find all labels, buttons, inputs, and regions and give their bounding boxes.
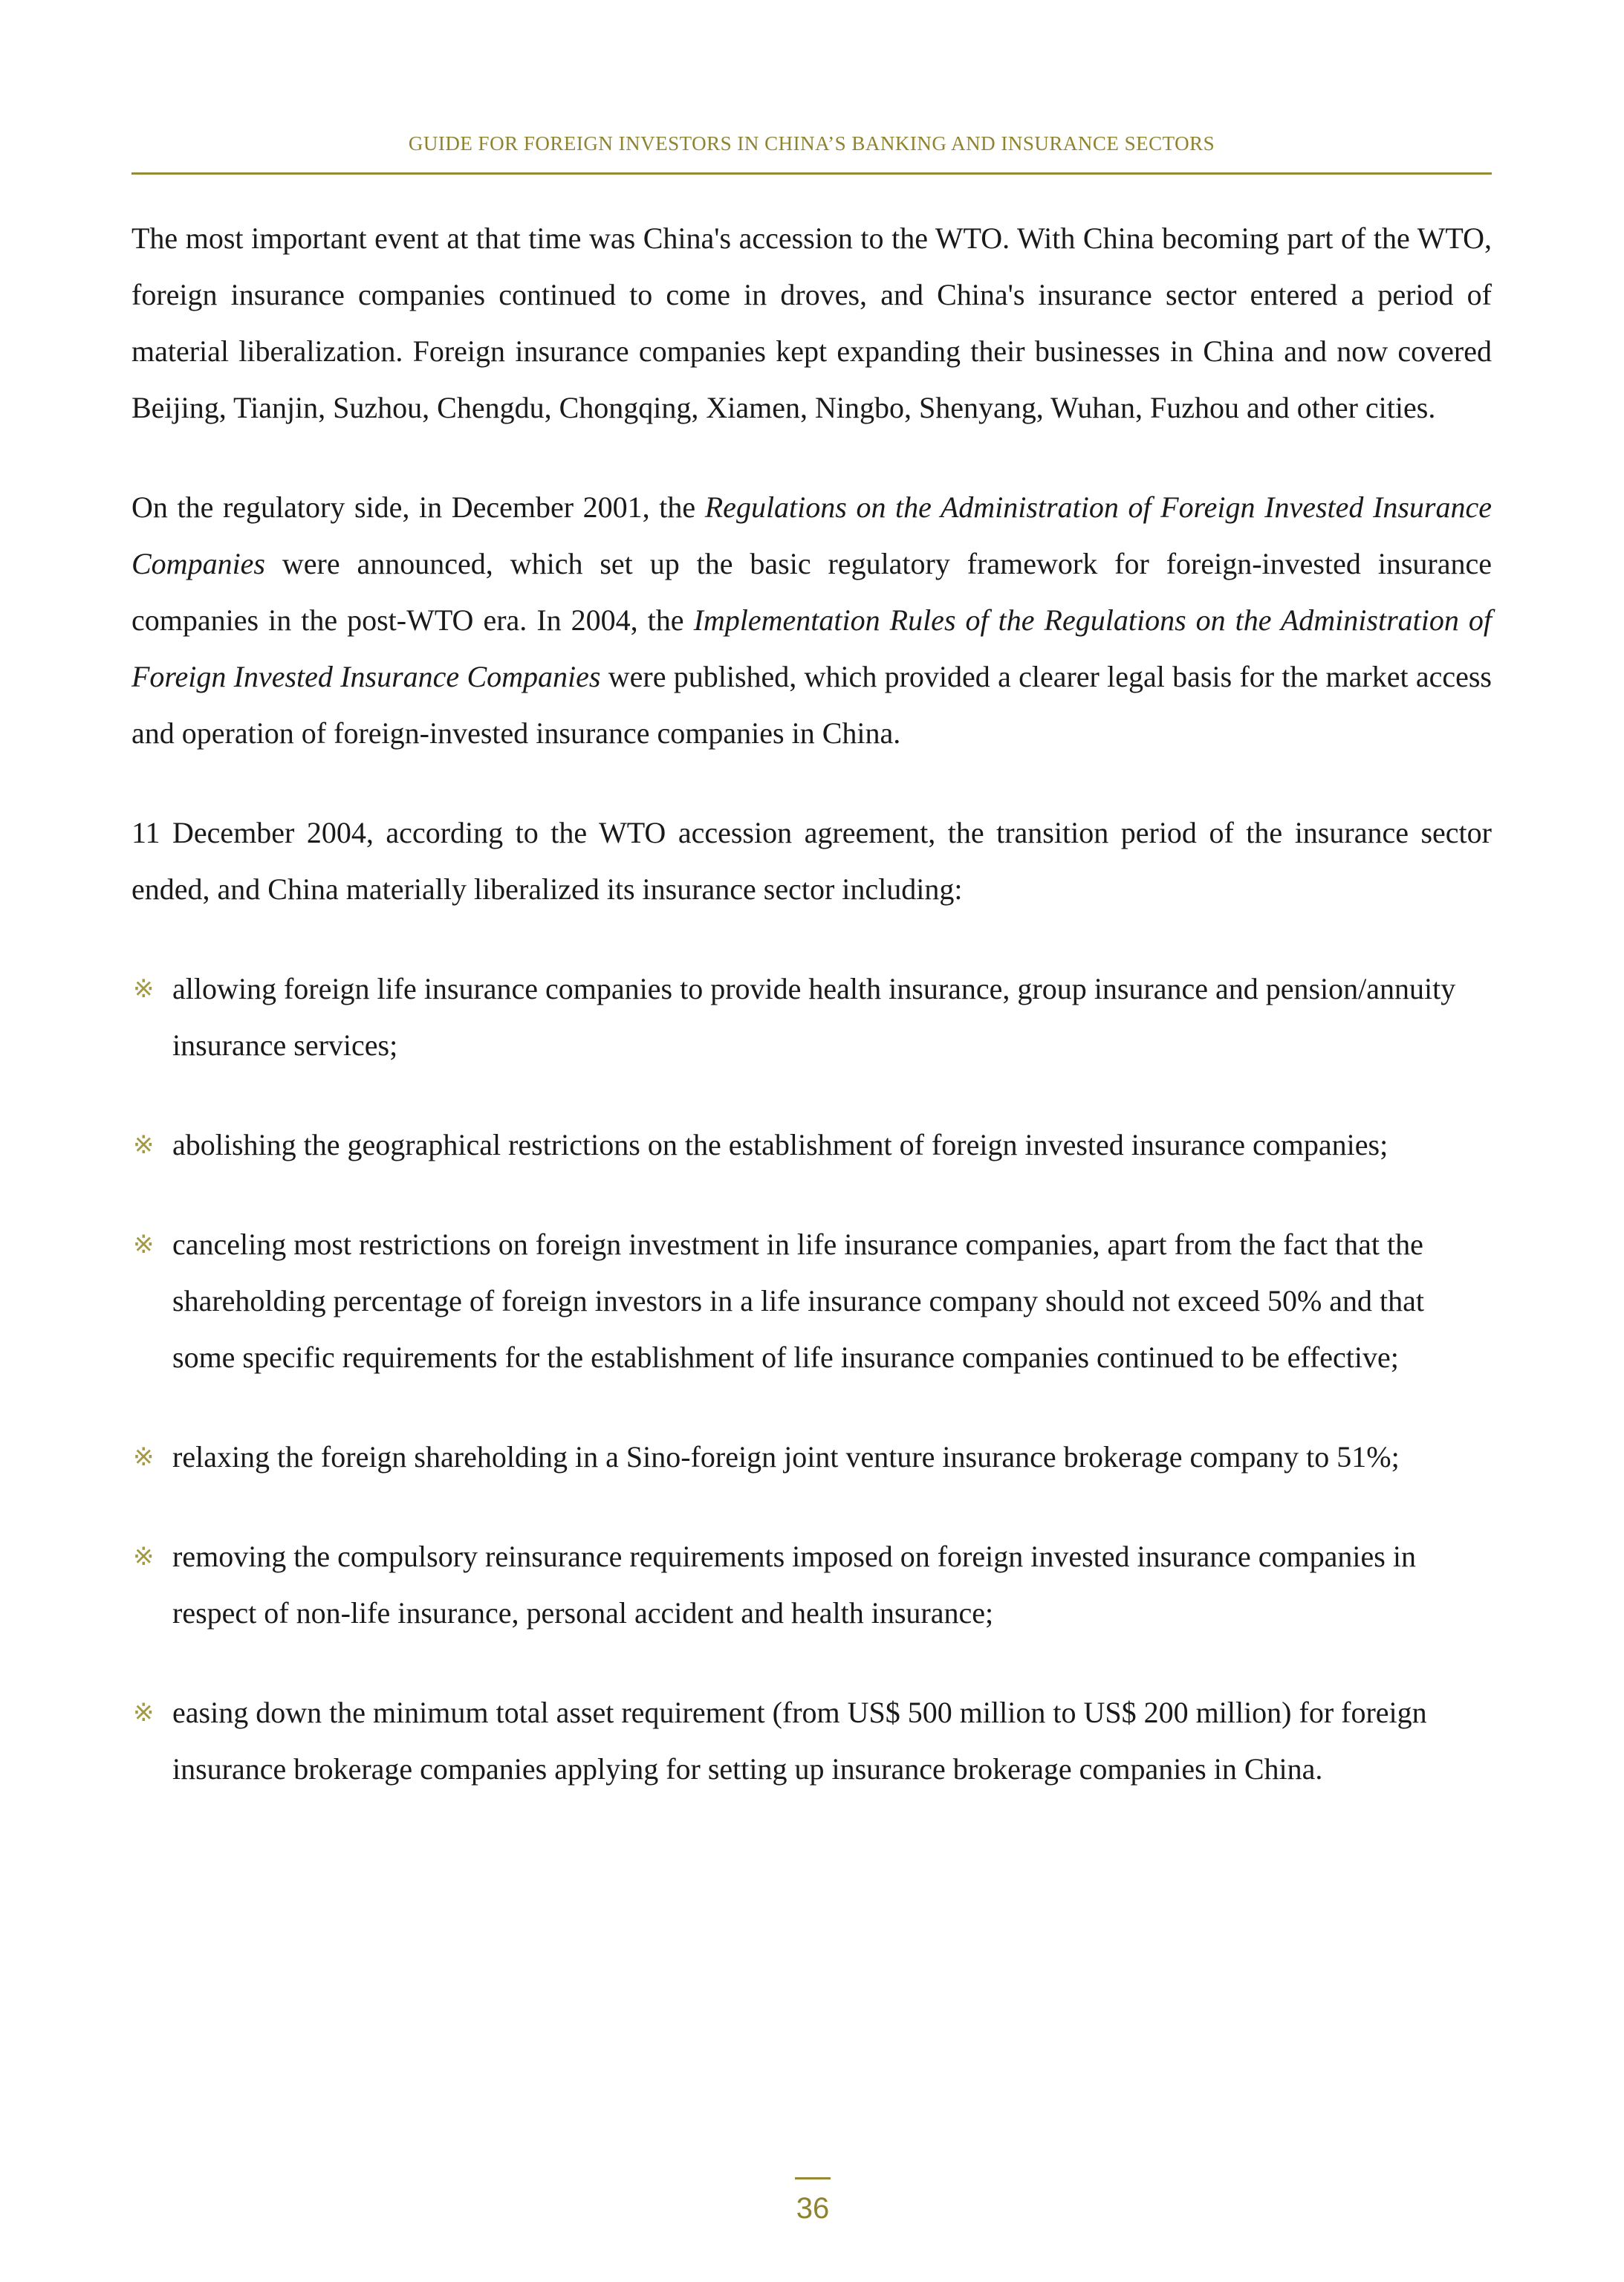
reference-mark-icon: ※	[133, 1698, 155, 1728]
paragraph-transition-period	[131, 805, 1492, 918]
paragraph-text: The most important event at that time was China's accession to the WTO. With China becoming part of the WTO, foreign insurance companies continued to come in droves, and China's insurance sector entered a period of material liberalization. Foreign insurance companies kept expanding their businesses in China and now covered Beijing, Tianjin, Suzhou, Chengdu, Chongqing, Xiamen, Ningbo, Shenyang, Wuhan, Fuzhou and other cities.	[131, 221, 1492, 424]
list-item-text: allowing foreign life insurance companies to provide health insurance, group insurance and pension/annuity insurance services;	[172, 972, 1456, 1062]
reference-mark-icon: ※	[133, 1542, 155, 1572]
list-item	[131, 1685, 1492, 1798]
paragraph-text: were announced, which set up the basic regulatory framework for foreign-invested insurance companies in the post-WTO era. In 2004, the	[131, 547, 1492, 637]
list-item	[131, 1429, 1492, 1485]
list-item	[131, 1117, 1492, 1173]
regulation-title-italic: Regulations on the Administration of Foreign Invested Insurance Companies	[131, 490, 1492, 580]
running-header: GUIDE FOR FOREIGN INVESTORS IN CHINA’S BANKING AND INSURANCE SECTORS	[408, 132, 1215, 155]
paragraph-text: 11 December 2004, according to the WTO accession agreement, the transition period of the insurance sector ended, and China materially liberalized its insurance sector including:	[131, 816, 1492, 906]
paragraph-regulatory-side	[131, 479, 1492, 762]
list-item	[131, 1216, 1492, 1386]
page-number: 36	[796, 2192, 830, 2225]
list-item	[131, 1529, 1492, 1641]
reference-mark-icon: ※	[133, 1130, 155, 1160]
footer-divider	[795, 2177, 831, 2179]
paragraph-wto-accession	[131, 210, 1492, 436]
paragraph-text: were published, which provided a clearer legal basis for the market access and operation of foreign-invested insurance companies in China.	[131, 660, 1492, 750]
list-item-text: relaxing the foreign shareholding in a Sino-foreign joint venture insurance brokerage company to 51%;	[172, 1440, 1400, 1474]
header-divider	[131, 172, 1492, 175]
list-item-text: removing the compulsory reinsurance requirements imposed on foreign invested insurance companies in respect of non-life insurance, personal accident and health insurance;	[172, 1540, 1416, 1630]
list-item-text: abolishing the geographical restrictions on the establishment of foreign invested insurance companies;	[172, 1128, 1388, 1161]
reference-mark-icon: ※	[133, 974, 155, 1004]
reference-mark-icon: ※	[133, 1230, 155, 1260]
implementation-rules-title-italic: Implementation Rules of the Regulations on the Administration of Foreign Invested Insurance Companies	[131, 603, 1492, 693]
reference-mark-icon: ※	[133, 1442, 155, 1472]
body-content	[131, 210, 1492, 1841]
list-item	[131, 961, 1492, 1074]
list-item-text: canceling most restrictions on foreign investment in life insurance companies, apart from the fact that the shareholding percentage of foreign investors in a life insurance company should not exceed 50% and that some specific requirements for the establishment of life insurance companies continued to be effective;	[172, 1228, 1424, 1374]
liberalization-list	[131, 961, 1492, 1798]
list-item-text: easing down the minimum total asset requirement (from US$ 500 million to US$ 200 million) for foreign insurance brokerage companies applying for setting up insurance brokerage companies in China.	[172, 1696, 1427, 1786]
paragraph-text: On the regulatory side, in December 2001, the	[131, 490, 705, 524]
